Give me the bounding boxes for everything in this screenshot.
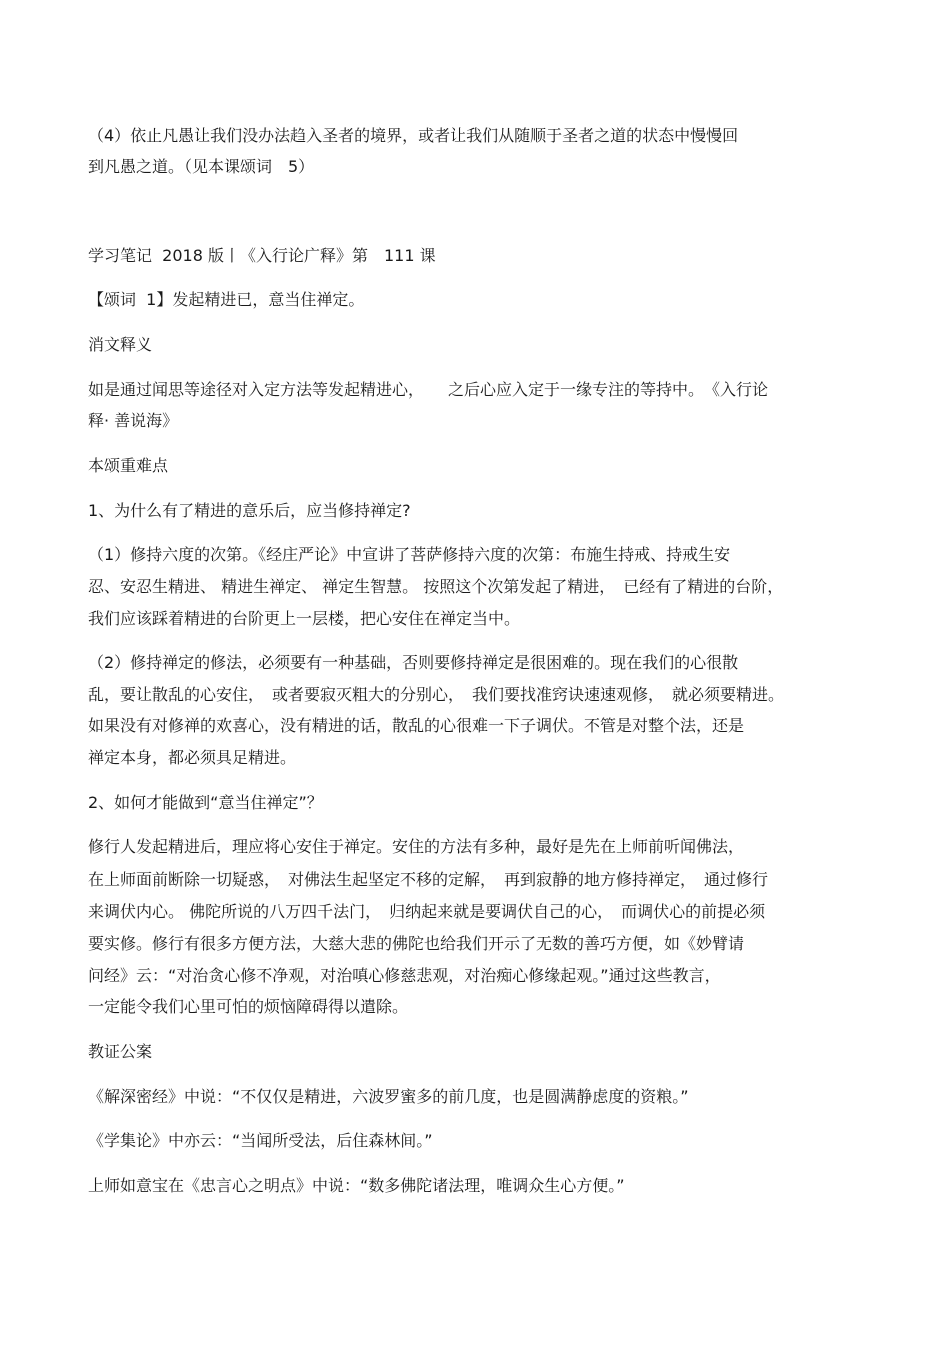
text-line: 《学集论》中亦云：“当闻所受法，后住森林间。” — [88, 1131, 433, 1150]
text-line: 上师如意宝在《忠言心之明点》中说：“数多佛陀诸法理，唯调众生心方便。” — [88, 1176, 625, 1195]
text-line: 问经》云：“对治贪心修不净观，对治嗔心修慈悲观，对治痴心修缘起观。”通过这些教言， — [88, 966, 721, 985]
section-heading: 教证公案 — [88, 1042, 153, 1061]
text-line: 【颂词 1】发起精进已，意当住禅定。 — [88, 290, 365, 309]
text-line: 在上师面前断除一切疑惑， 对佛法生起坚定不移的定解， 再到寂静的地方修持禅定， 通过修行 — [88, 870, 769, 889]
text-line: 我们应该踩着精进的台阶更上一层楼，把心安住在禅定当中。 — [88, 609, 521, 628]
text-line: （2）修持禅定的修法，必须要有一种基础，否则要修持禅定是很困难的。现在我们的心很散 — [88, 653, 739, 672]
text-line: 《解深密经》中说：“不仅仅是精进，六波罗蜜多的前几度，也是圆满静虑度的资粮。” — [88, 1087, 689, 1106]
text-line: （1）修持六度的次第。《经庄严论》中宣讲了菩萨修持六度的次第：布施生持戒、持戒生安 — [88, 545, 731, 564]
text-line: 到凡愚之道。（见本课颂词 5） — [88, 157, 315, 176]
text-line: 学习笔记 2018 版丨《入行论广释》第 111 课 — [88, 246, 436, 265]
text-line: 如是通过闻思等途径对入定方法等发起精进心， 之后心应入定于一缘专注的等持中。 《入行论 — [88, 380, 769, 399]
text-line: 一定能令我们心里可怕的烦恼障碍得以遣除。 — [88, 997, 409, 1016]
text-line: 如果没有对修禅的欢喜心，没有精进的话，散乱的心很难一下子调伏。不管是对整个法，还是 — [88, 716, 745, 735]
text-line: 来调伏内心。 佛陀所说的八万四千法门， 归纳起来就是要调伏自己的心， 而调伏心的前提必须 — [88, 902, 766, 921]
section-heading: 本颂重难点 — [88, 456, 169, 475]
text-line: 1、为什么有了精进的意乐后，应当修持禅定? — [88, 501, 411, 520]
text-line: 忍、安忍生精进、 精进生禅定、 禅定生智慧。 按照这个次第发起了精进， 已经有了精进的台阶， — [88, 577, 784, 596]
text-line: 修行人发起精进后，理应将心安住于禅定。安住的方法有多种，最好是先在上师前听闻佛法， — [88, 837, 745, 856]
text-line: 禅定本身，都必须具足精进。 — [88, 748, 297, 767]
text-line: （4）依止凡愚让我们没办法趋入圣者的境界，或者让我们从随顺于圣者之道的状态中慢慢回 — [88, 126, 739, 145]
text-line: 要实修。修行有很多方便方法，大慈大悲的佛陀也给我们开示了无数的善巧方便，如《妙臂请 — [88, 934, 745, 953]
text-line: 释· 善说海》 — [88, 411, 179, 430]
text-line: 乱，要让散乱的心安住， 或者要寂灭粗大的分别心， 我们要找准窍诀速速观修， 就必须要精进。 — [88, 685, 785, 704]
text-line: 2、如何才能做到“意当住禅定”？ — [88, 793, 323, 812]
section-heading: 消文释义 — [88, 335, 153, 354]
